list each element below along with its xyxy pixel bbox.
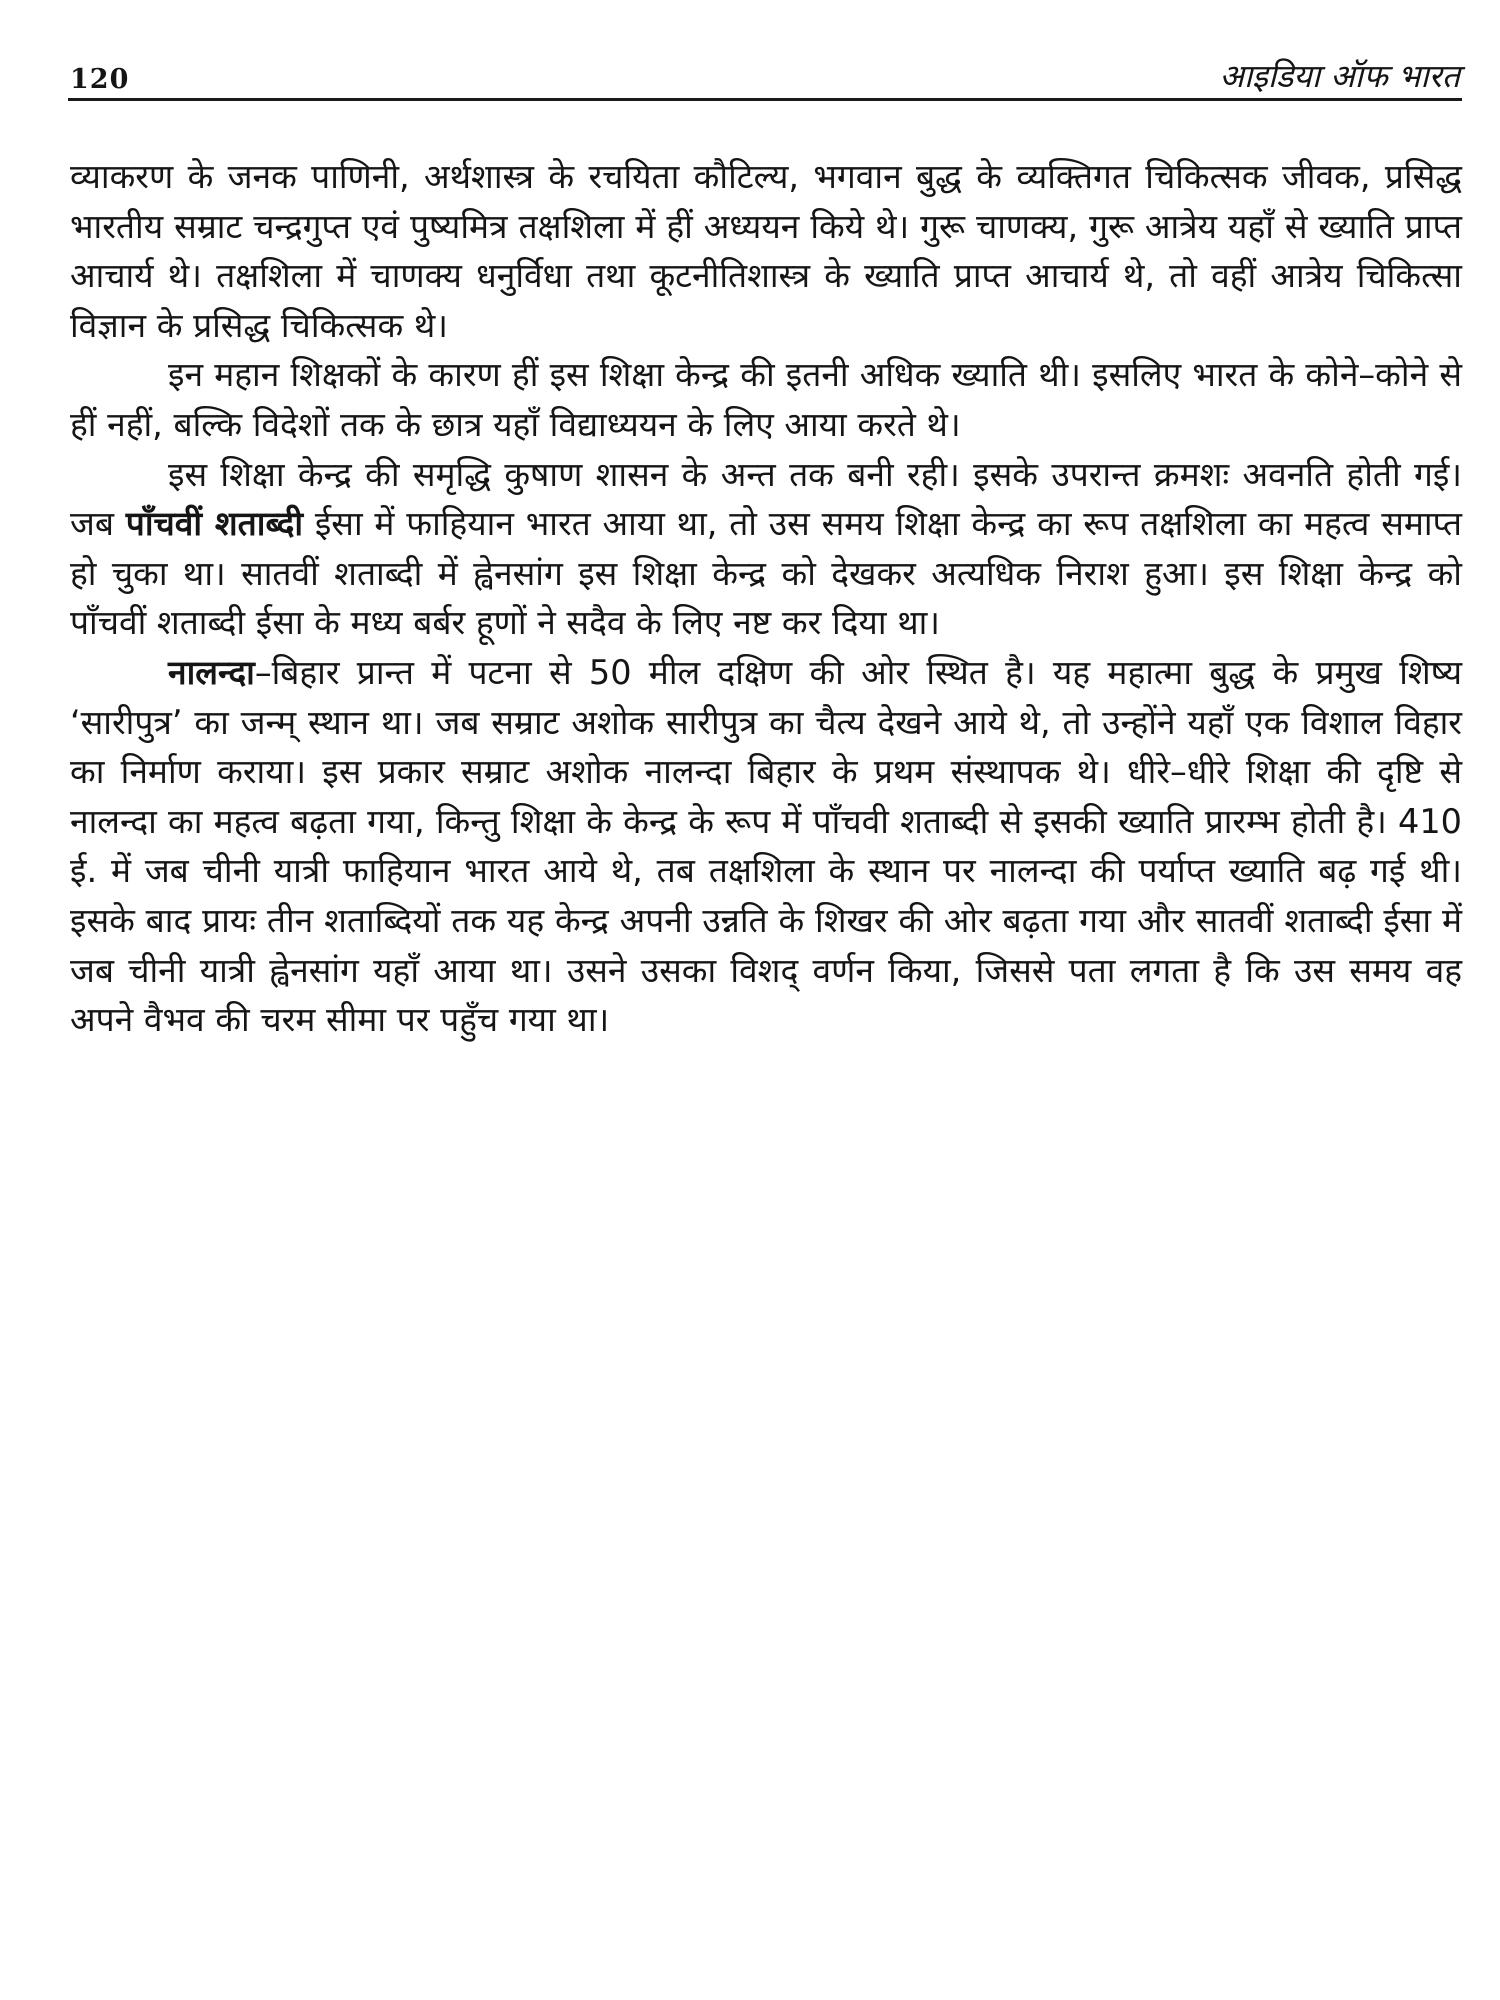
page-number: 120 (70, 64, 130, 95)
running-title: आइडिया ऑफ भारत (1219, 57, 1460, 95)
paragraph-4-text: –बिहार प्रान्त में पटना से 50 मील दक्षिण की ओर स्थित है। यह महात्मा बुद्ध के प्रमुख शिष्य ‘सारीपुत्र’ का जन्म् स्थान था। जब सम्राट अशोक सारीपुत्र का चैत्य देखने आये थे, तो उन्होंने यहाँ एक विशाल विहार का निर्माण कराया। इस प्रकार सम्राट अशोक नालन्दा बिहार के प्रथम संस्थापक थे। धीरे–धीरे शिक्षा की दृष्टि से नालन्दा का महत्व बढ़ता गया, किन्तु शिक्षा के केन्द्र के रूप में पाँचवी शताब्दी से इसकी ख्याति प्रारम्भ होती है। 410 ई. में जब चीनी यात्री फाहियान भारत आये थे, तब तक्षशिला के स्थान पर नालन्दा की पर्याप्त ख्याति बढ़ गई थी। इसके बाद प्रायः तीन शताब्दियों तक यह केन्द्र अपनी उन्नति के शिखर की ओर बढ़ता गया और सातवीं शताब्दी ईसा में जब चीनी यात्री ह्वेनसांग यहाँ आया था। उसने उसका विशद् वर्णन किया, जिससे पता लगता है कि उस समय वह अपने वैभव की चरम सीमा पर पहुँच गया था। (70, 652, 1462, 1040)
paragraph-3-text-end: ईसा में फाहियान भारत आया था, तो उस समय शिक्षा केन्द्र का रूप तक्षशिला का महत्व समाप्त हो चुका था। सातवीं शताब्दी में ह्वेनसांग इस शिक्षा केन्द्र को देखकर अत्यधिक निराश हुआ। इस शिक्षा केन्द्र को पाँचवीं शताब्दी ईसा के मध्य बर्बर हूणों ने सदैव के लिए नष्ट कर दिया था। (70, 504, 1462, 643)
paragraph-3 (70, 450, 1462, 648)
page-header (68, 52, 1460, 102)
header-rule (68, 98, 1462, 101)
paragraph-4 (70, 648, 1462, 1045)
paragraph-3-bold-phrase: पाँचवीं शताब्दी (125, 504, 304, 544)
paragraph-3-text-start: इस शिक्षा केन्द्र की समृद्धि कुषाण शासन के अन्त तक बनी रही। इसके उपरान्त क्रमशः अवनति होती गई। जब (70, 454, 1462, 544)
paragraph-1: व्याकरण के जनक पाणिनी, अर्थशास्त्र के रचयिता कौटिल्य, भगवान बुद्ध के व्यक्तिगत चिकित्सक जीवक, प्रसिद्ध भारतीय सम्राट चन्द्रगुप्त एवं पुष्यमित्र तक्षशिला में हीं अध्ययन किये थे। गुरू चाणक्य, गुरू आत्रेय यहाँ से ख्याति प्राप्त आचार्य थे। तक्षशिला में चाणक्य धनुर्विधा तथा कूटनीतिशास्त्र के ख्याति प्राप्त आचार्य थे, तो वहीं आत्रेय चिकित्सा विज्ञान के प्रसिद्ध चिकित्सक थे। (70, 157, 1462, 345)
body-text (70, 152, 1462, 1045)
paragraph-4-heading: नालन्दा (168, 652, 255, 692)
paragraph-2: इन महान शिक्षकों के कारण हीं इस शिक्षा केन्द्र की इतनी अधिक ख्याति थी। इसलिए भारत के कोने–कोने से हीं नहीं, बल्कि विदेशों तक के छात्र यहाँ विद्याध्ययन के लिए आया करते थे। (70, 355, 1462, 444)
